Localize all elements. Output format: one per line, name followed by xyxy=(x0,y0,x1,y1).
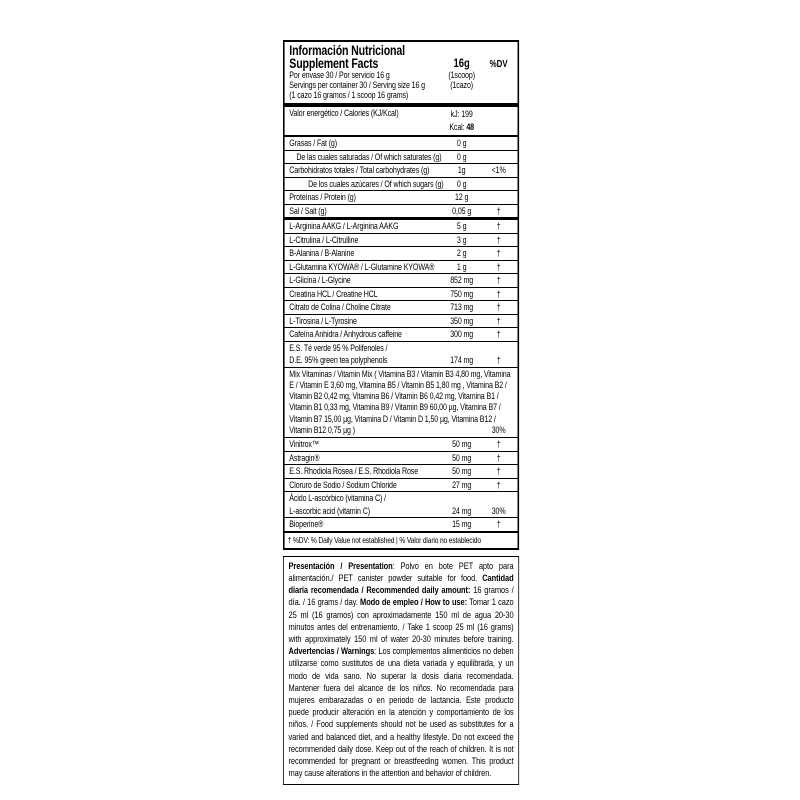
ingredient-row xyxy=(285,479,518,493)
ingredient-amount: 852 mg xyxy=(450,275,474,285)
bioperine-row xyxy=(285,518,518,533)
nutrient-amount: 0 g xyxy=(456,178,467,189)
warnings-text: : Los complementos alimenticios no deben utilizarse como sustitutos de una dieta variada y equilibrada, y un modo de vida sano. No superar la dosis diaria recomendada. Mantener fuera del alcance de los niños. No recomendada para mujeres embarazadas o en periodo de lactancia. Este producto puede producir alteración en la atención y comportamiento de los niños. / Food supplements should not be used as substitutes for a varied and balanced diet, and a healthy lifestyle. Do not exceed the recommended daily dose. Keep out of the reach of children. It is not recommended for pregnant or breastfeeding women. This product may cause alterations in the attention and behavior of children. xyxy=(288,646,514,780)
ingredient-dv: † xyxy=(496,452,501,463)
nutrient-name: De las cuales saturadas / Of which saturates (g) xyxy=(296,151,442,162)
ingredient-amount: 2 g xyxy=(456,248,467,258)
ingredient-name: L-Citrulina / L-Citrulline xyxy=(289,234,359,245)
ingredient-row xyxy=(285,452,518,466)
nutrient-row xyxy=(285,191,518,205)
how-to-use-label: Modo de empleo / How to use: xyxy=(360,597,467,609)
ingredient-name: Cafeína Anhidra / Anhydrous caffeine xyxy=(289,329,402,339)
ingredient-dv: † xyxy=(496,315,501,326)
green-tea-amount: 174 mg xyxy=(450,355,474,365)
ingredient-name: Citrato de Colina / Choline Citrate xyxy=(289,302,391,312)
ingredient-name: L-Arginina AAKG / L-Arginina AAKG xyxy=(289,221,399,231)
daily-amount-text: 16 gramos / día. / 16 grams / day. xyxy=(288,585,514,609)
vitamin-mix-row xyxy=(285,368,518,439)
ingredient-row xyxy=(285,247,518,261)
ingredient-amount: 1 g xyxy=(456,261,467,272)
nutrition-label xyxy=(283,40,583,785)
scoop-es: (1cazo) xyxy=(450,80,474,90)
ingredient-dv: † xyxy=(496,275,501,285)
ingredient-name: Cloruro de Sodio / Sodium Chloride xyxy=(289,479,397,490)
nutrient-amount: 1g xyxy=(457,165,466,175)
nutrient-name: Carbohidratos totales / Total carbohydrates (g) xyxy=(289,165,430,175)
ingredient-row xyxy=(285,315,518,329)
kcal-label: Kcal: xyxy=(449,122,465,132)
title-spanish: Información Nutricional xyxy=(289,43,405,58)
ingredient-amount: 350 mg xyxy=(450,315,474,326)
ingredient-name: Astragin® xyxy=(289,452,320,463)
how-to-use-text: Tomar 1 cazo 25 ml (16 gramos) con aproximadamente 150 ml de agua 20-30 minutos antes del entrenamiento. / Take 1 scoop 25 ml (16 grams) with approximately 150 ml of water 20-30 minutes before training. xyxy=(288,597,514,645)
vitamin-c-name-line2: L-ascorbic acid (vitamin C) xyxy=(289,505,370,516)
ingredient-dv: † xyxy=(496,329,501,339)
ingredient-row xyxy=(285,301,518,315)
ingredient-row xyxy=(285,288,518,302)
nutrient-row xyxy=(285,205,518,221)
ingredient-amount: 5 g xyxy=(456,221,467,231)
nutrient-row xyxy=(285,137,518,151)
green-tea-dv: † xyxy=(496,355,501,365)
ingredient-name: E.S. Rhodiola Rosea / E.S. Rhodiola Rose xyxy=(289,466,419,477)
nutrient-name: De los cuales azúcares / Of which sugars (g) xyxy=(308,178,444,189)
energy-values xyxy=(434,108,489,134)
ingredient-amount: 750 mg xyxy=(450,288,474,299)
nutrient-name: Proteínas / Protein (g) xyxy=(289,192,356,202)
ingredient-name: L-Glutamina KYOWA® / L-Glutamine KYOWA® xyxy=(289,261,435,272)
daily-amount-label: Cantidad diaria recomendada / Recommended daily amount: xyxy=(288,572,514,597)
energy-kj: kJ: 199 xyxy=(450,109,473,119)
ingredient-row xyxy=(285,274,518,288)
ingredient-dv: † xyxy=(496,248,501,258)
nutrient-amount: 0 g xyxy=(456,138,467,148)
ingredient-name: Creatina HCL / Creatine HCL xyxy=(289,288,378,299)
ingredient-amount: 27 mg xyxy=(452,479,472,490)
ingredient-dv: † xyxy=(496,439,501,450)
nutrient-dv: <1% xyxy=(491,165,506,175)
green-tea-row xyxy=(285,342,518,368)
ingredient-amount: 15 mg xyxy=(452,519,472,530)
nutrient-name: Sal / Salt (g) xyxy=(289,205,327,216)
ingredient-dv: † xyxy=(496,466,501,477)
nutrient-row xyxy=(285,178,518,192)
energy-kcal xyxy=(434,121,489,134)
green-tea-name-line2: D.E. 95% green tea polyphenols xyxy=(289,355,388,365)
nutrient-amount: 12 g xyxy=(454,192,469,202)
dv-column-header: %DV xyxy=(489,59,508,70)
ingredient-name: L-Glicina / L-Glycine xyxy=(289,275,351,285)
ingredient-row xyxy=(285,328,518,342)
label-content xyxy=(283,40,519,785)
servings-line-en xyxy=(289,80,513,90)
ingredient-dv: † xyxy=(496,288,501,299)
vitamin-c-dv: 30% xyxy=(491,505,506,516)
nutrient-name: Grasas / Fat (g) xyxy=(289,138,338,148)
energy-name: Valor energético / Calories (KJ/Kcal) xyxy=(289,108,399,118)
servings-en-text: Servings per container 30 / Serving size 16 g xyxy=(289,80,425,90)
vitamin-mix-text: Mix Vitaminas / Vitamin Mix ( Vitamina B3 / Vitamin B3 4,80 mg, Vitamina E / Vitamin E 3,60 mg, Vitamina B5 / Vitamin B5 1,80 mg , Vitamina B2 / Vitamin B2 0,42 mg, Vitamina B6 / Vitamin B6 0,42 mg, Vitamina B1 / Vitamin B1 0,33 mg, Vitamina B9 / Vitamin B9 60,00 µg, Vitamina B7 / Vitamin B7 15,00 µg, Vitamina D / Vitamin D 1,50 µg, Vitamina B12 / Vitamin B12 0,75 µg ) xyxy=(289,368,511,435)
serving-note: (1 cazo 16 gramos / 1 scoop 16 grams) xyxy=(289,90,409,100)
warnings-label: Advertencias / Warnings xyxy=(288,646,375,658)
kcal-value: 48 xyxy=(466,122,474,132)
presentation-label: Presentación / Presentation xyxy=(288,560,393,572)
energy-row xyxy=(285,107,518,137)
ingredient-amount: 3 g xyxy=(456,234,467,245)
title-english: Supplement Facts xyxy=(289,56,379,71)
scoop-en: (1scoop) xyxy=(448,70,475,80)
ingredient-row xyxy=(285,465,518,479)
presentation-text: : Polvo en bote PET apto para alimentación./ PET canister powder suitable for food. xyxy=(288,560,514,584)
servings-line-es xyxy=(289,70,513,80)
dv-footnote: † %DV: % Daily Value not established | % Valor diario no establecido xyxy=(287,534,481,545)
ingredient-dv: † xyxy=(496,261,501,272)
vitamin-c-amount: 24 mg xyxy=(452,505,472,516)
green-tea-name-line1: E.S. Té verde 95 % Polifenoles / xyxy=(289,342,388,353)
vitamin-c-row xyxy=(285,492,518,518)
ingredient-dv: † xyxy=(496,479,501,490)
supplement-facts-panel xyxy=(283,40,519,550)
ingredient-name: Vinitrox™ xyxy=(289,439,319,450)
nutrient-row xyxy=(285,151,518,165)
ingredient-amount: 713 mg xyxy=(450,302,474,312)
ingredient-row xyxy=(285,234,518,248)
nutrient-dv: † xyxy=(496,205,501,216)
ingredient-name: L-Tirosina / L-Tyrosine xyxy=(289,315,357,326)
ingredient-row xyxy=(285,438,518,452)
title-row xyxy=(289,57,513,70)
ingredient-dv: † xyxy=(496,234,501,245)
ingredient-amount: 50 mg xyxy=(452,439,472,450)
info-box xyxy=(283,556,519,786)
ingredient-name: Bioperine® xyxy=(289,519,324,530)
ingredient-row xyxy=(285,261,518,275)
ingredient-amount: 300 mg xyxy=(450,329,474,339)
vitamin-c-name-line1: Ácido L-ascórbico (vitamina C) / xyxy=(289,493,386,504)
ingredient-dv: † xyxy=(496,519,501,530)
serving-amount: 16g xyxy=(453,56,470,70)
vitamin-mix-dv: 30% xyxy=(491,424,506,435)
ingredient-dv: † xyxy=(496,302,501,312)
nutrient-row xyxy=(285,164,518,178)
facts-header xyxy=(285,42,518,107)
ingredient-amount: 50 mg xyxy=(452,466,472,477)
nutrient-amount: 0,05 g xyxy=(452,205,472,216)
servings-es-text: Por envase 30 / Por servicio 16 g xyxy=(289,70,390,80)
ingredient-name: B-Alanina / B-Alanine xyxy=(289,248,355,258)
ingredient-dv: † xyxy=(496,221,501,231)
ingredient-amount: 50 mg xyxy=(452,452,472,463)
ingredient-row xyxy=(285,220,518,234)
nutrient-amount: 0 g xyxy=(456,151,467,162)
